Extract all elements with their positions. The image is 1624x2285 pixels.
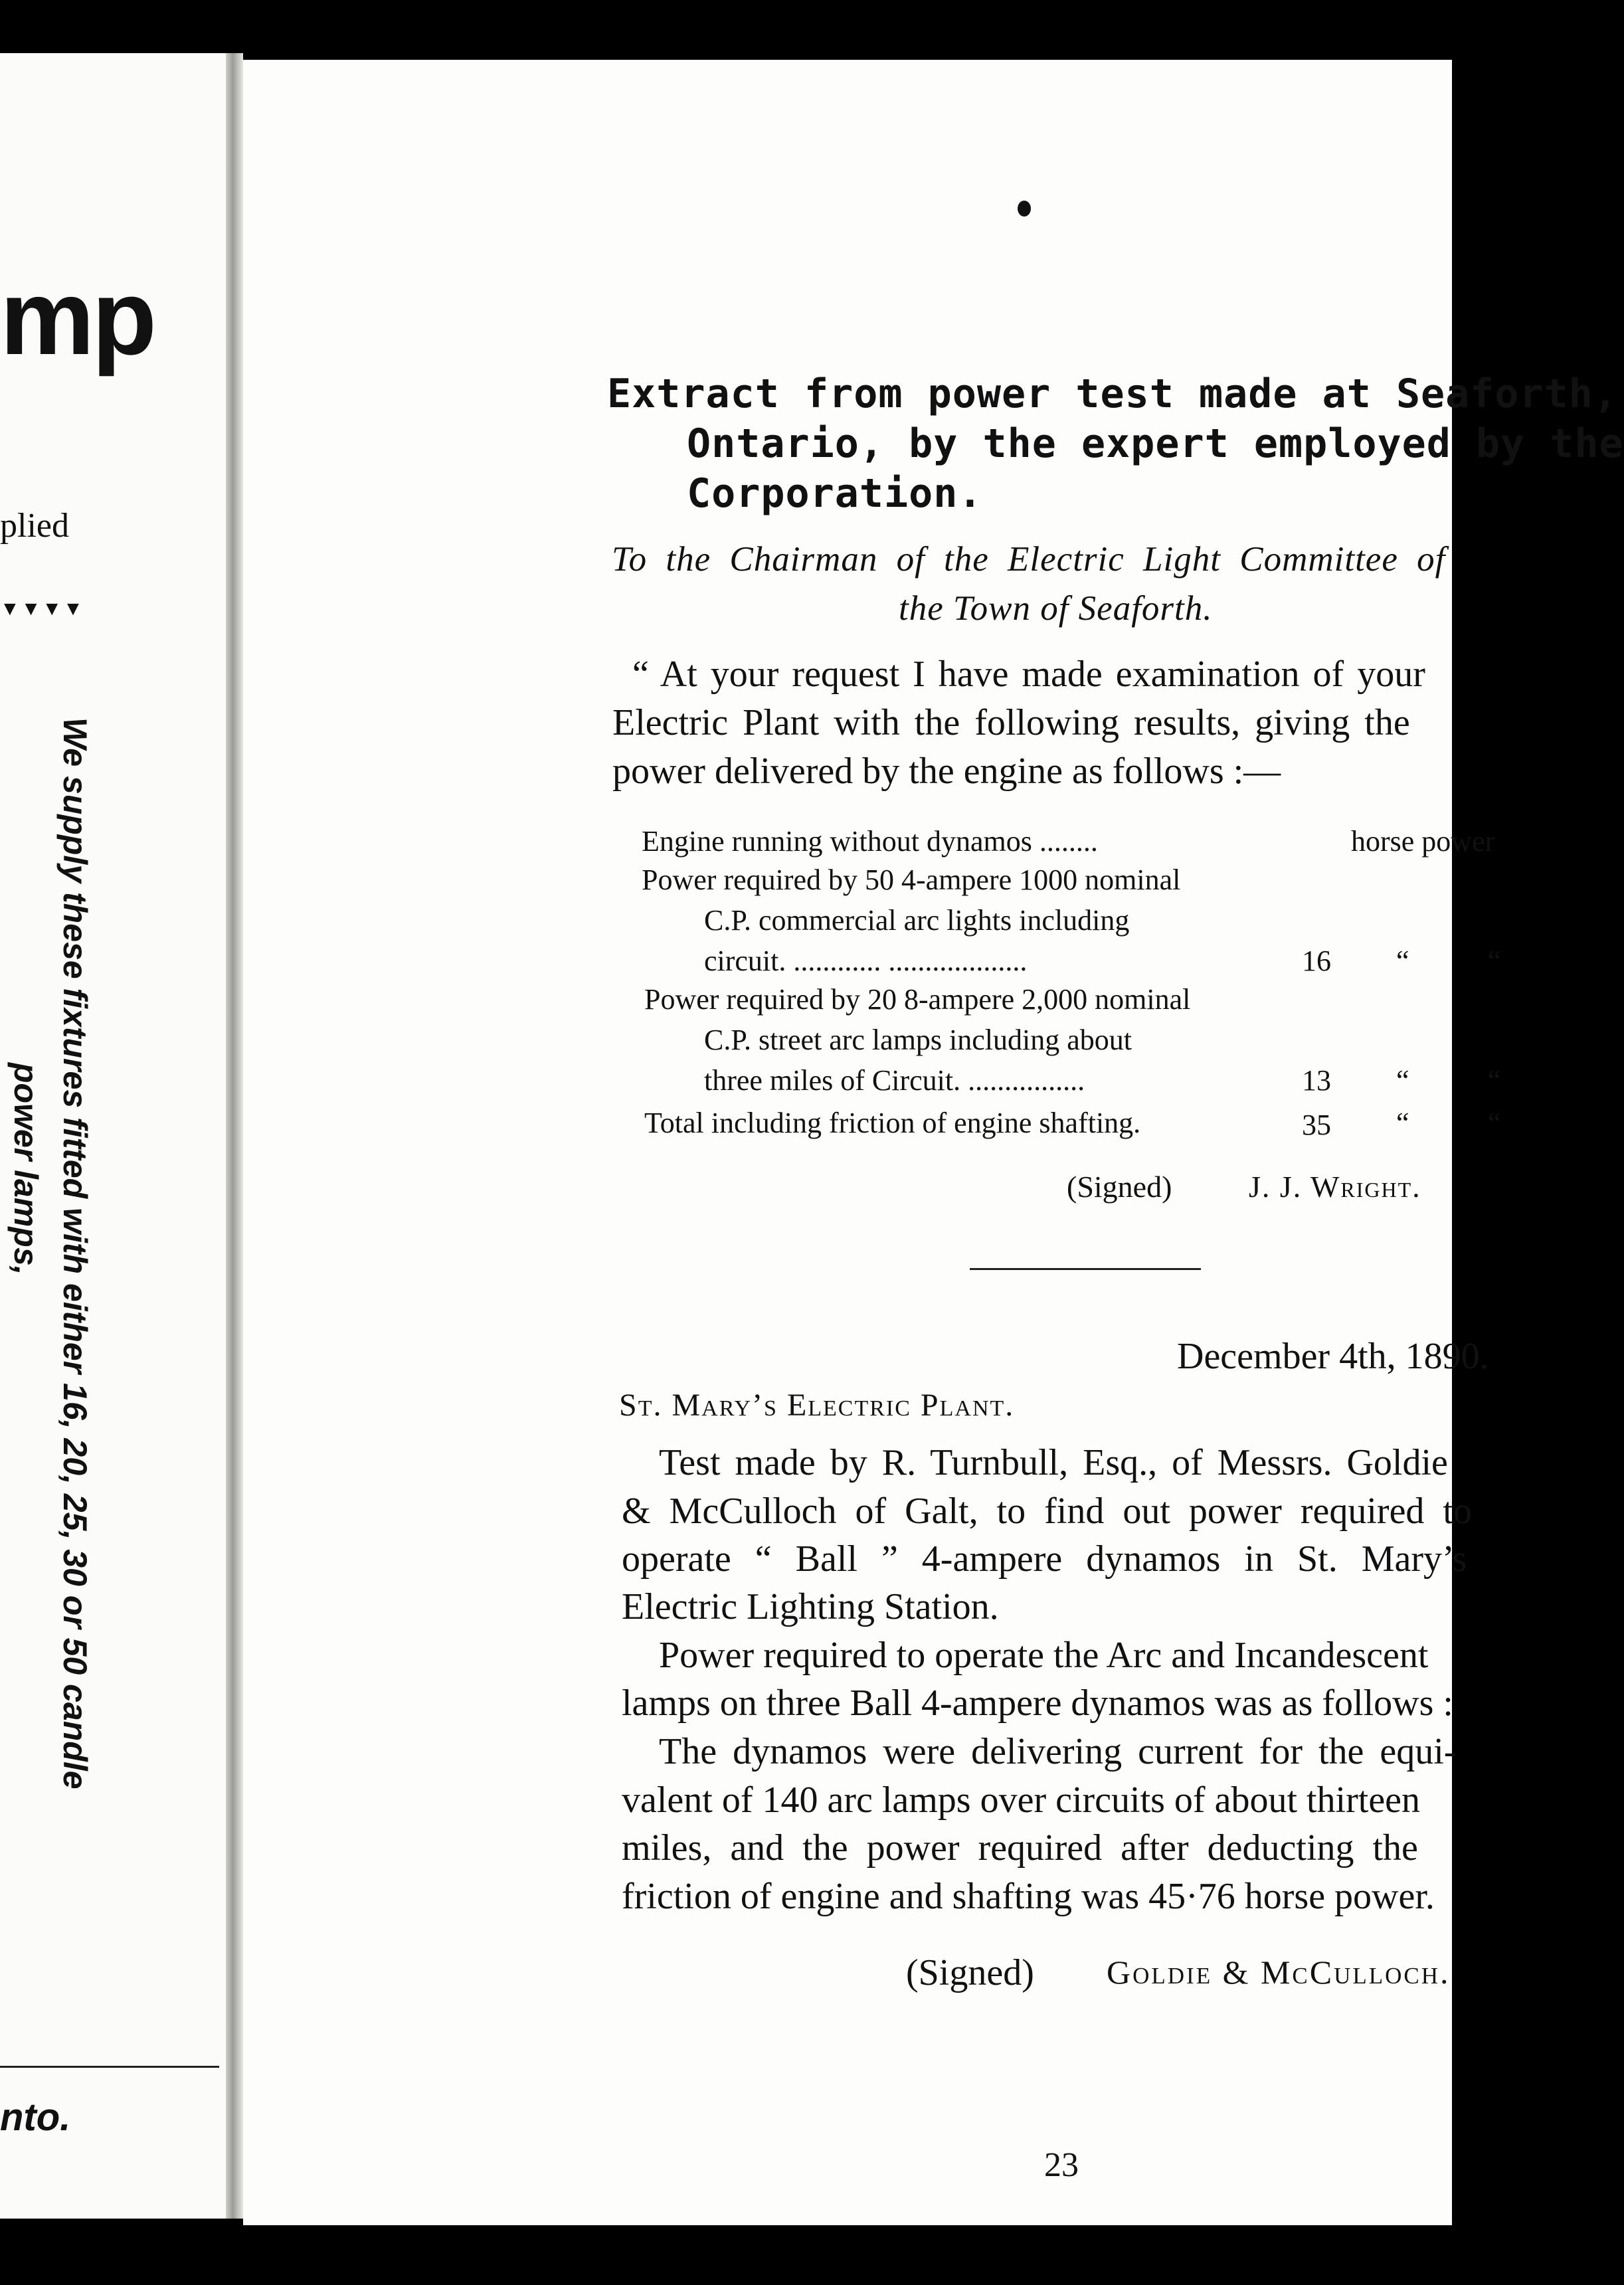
table-row-2-ditto-2: “ (1488, 945, 1501, 977)
intro-line-3: power delivered by the engine as follows :— (612, 751, 1281, 792)
test-line-2: & McCulloch of Galt, to find out power required to (622, 1491, 1472, 1532)
test-line-1: Test made by R. Turnbull, Esq., of Messrs. Goldie (659, 1442, 1448, 1483)
table-row-3-ditto-1: “ (1396, 1064, 1409, 1097)
table-row-3-value: 13 (1302, 1064, 1331, 1097)
test-line-4: Electric Lighting Station. (622, 1586, 999, 1627)
signature-1-signed: (Signed) (1067, 1170, 1172, 1204)
intro-line-2: Electric Plant with the following results, giving the (612, 702, 1410, 743)
vertical-line-1: We supply these fixtures fitted with either 16, 20, 25, 30 or 50 candle (56, 717, 94, 1789)
table-row-2-line-3: circuit. ............ ................... (704, 945, 1028, 977)
delivery-line-2: valent of 140 arc lamps over circuits of about thirteen (622, 1780, 1421, 1821)
table-row-1-unit: horse power (1351, 825, 1495, 858)
table-row-2-line-2: C.P. commercial arc lights including (704, 904, 1130, 937)
left-page-text-fragment: plied (0, 507, 69, 545)
table-row-2-value: 16 (1302, 945, 1331, 977)
delivery-line-1: The dynamos were delivering current for the equi- (659, 1731, 1457, 1772)
delivery-line-4: friction of engine and shafting was 45·76 horse power. (622, 1876, 1435, 1917)
table-row-3-line-2: C.P. street arc lamps including about (704, 1024, 1132, 1056)
signature-1-name: J. J. Wright. (1249, 1170, 1421, 1204)
table-row-1-label: Engine running without dynamos ........ (642, 825, 1098, 858)
table-row-3-line-1: Power required by 20 8-ampere 2,000 nominal (644, 983, 1191, 1016)
table-row-2-line-1: Power required by 50 4-ampere 1000 nominal (642, 864, 1181, 896)
delivery-line-3: miles, and the power required after deducting the (622, 1827, 1418, 1869)
left-facing-page (0, 53, 234, 2219)
vertical-line-2: power lamps, (7, 1063, 45, 1275)
table-row-4-ditto-1: “ (1396, 1107, 1409, 1139)
right-page (243, 60, 1624, 2225)
table-row-2-ditto-1: “ (1396, 945, 1409, 977)
plant-name: St. Mary’s Electric Plant. (619, 1388, 1015, 1423)
section-divider (970, 1268, 1201, 1270)
title-line-1: Extract from power test made at Seaforth, (607, 371, 1619, 417)
table-row-3-line-3: three miles of Circuit. ................ (704, 1064, 1085, 1097)
left-page-vertical-text (1, 717, 100, 1789)
title-line-2: Ontario, by the expert employed by the (687, 420, 1624, 467)
signature-2-name: Goldie & McCulloch. (1107, 1954, 1451, 1991)
test-line-3: operate “ Ball ” 4-ampere dynamos in St. Mary’s (622, 1538, 1467, 1580)
table-row-4-ditto-2: “ (1488, 1107, 1501, 1139)
left-page-footer-fragment: nto. (0, 2096, 71, 2139)
book-gutter (226, 53, 243, 2219)
power-line-1: Power required to operate the Arc and Incandescent (659, 1635, 1429, 1676)
ink-dot (1018, 201, 1031, 217)
ornament-border: ▼▼▼▼ (0, 598, 84, 620)
left-page-rule (0, 2066, 219, 2068)
address-line-1: To the Chairman of the Electric Light Committee of (612, 540, 1446, 579)
signature-2-signed: (Signed) (906, 1952, 1034, 1993)
report-date: December 4th, 1890. (1177, 1336, 1489, 1377)
intro-line-1: “ At your request I have made examination of your (632, 654, 1425, 695)
address-line-2: the Town of Seaforth. (899, 589, 1213, 628)
page-number: 23 (1044, 2146, 1079, 2184)
table-row-4-label: Total including friction of engine shafting. (644, 1107, 1141, 1139)
power-line-2: lamps on three Ball 4-ampere dynamos was as follows : (622, 1683, 1453, 1724)
title-line-3: Corporation. (687, 470, 983, 517)
table-row-4-value: 35 (1302, 1109, 1331, 1141)
left-page-heading-fragment: mp (0, 258, 154, 377)
table-row-3-ditto-2: “ (1488, 1064, 1501, 1097)
